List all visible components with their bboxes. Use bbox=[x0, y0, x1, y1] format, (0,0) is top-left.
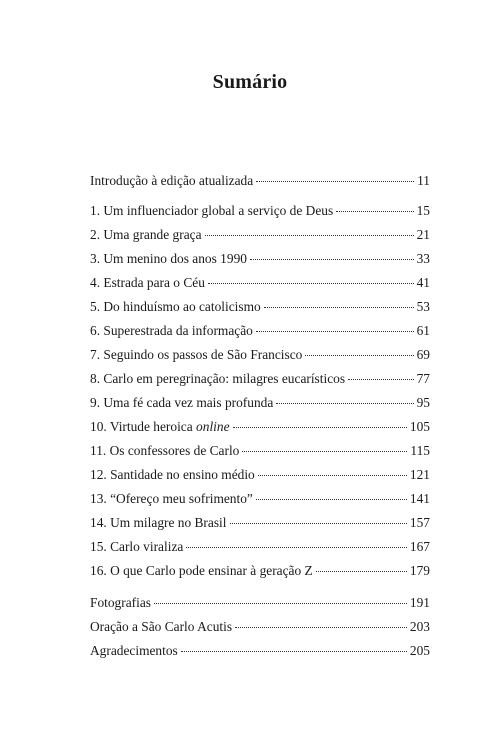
toc-entry-title: 2. Uma grande graça bbox=[90, 227, 202, 242]
toc-entry-title: 16. O que Carlo pode ensinar à geração Z bbox=[90, 563, 313, 578]
toc-entry bbox=[90, 393, 430, 413]
toc-entry bbox=[90, 249, 430, 269]
dot-leader bbox=[258, 474, 407, 476]
dot-leader bbox=[316, 570, 407, 572]
toc-entry bbox=[90, 617, 430, 637]
dot-leader bbox=[186, 546, 407, 548]
toc-entry-title: 13. “Ofereço meu sofrimento” bbox=[90, 491, 253, 506]
toc-entry-page: 69 bbox=[416, 347, 430, 362]
toc-entry bbox=[90, 561, 430, 581]
dot-leader bbox=[264, 306, 414, 308]
toc-entry-page: 15 bbox=[416, 203, 430, 218]
toc-entry-page: 61 bbox=[416, 323, 430, 338]
toc-entry-title: 5. Do hinduísmo ao catolicismo bbox=[90, 299, 261, 314]
toc-entry bbox=[90, 369, 430, 389]
toc-entry bbox=[90, 465, 430, 485]
dot-leader bbox=[256, 330, 414, 332]
toc-entry-page: 203 bbox=[409, 619, 430, 634]
dot-leader bbox=[336, 210, 413, 212]
dot-leader bbox=[154, 602, 407, 604]
toc-entry-page: 95 bbox=[416, 395, 430, 410]
dot-leader bbox=[242, 450, 407, 452]
toc-entry-title: 10. Virtude heroica online bbox=[90, 419, 230, 434]
toc-entry-title: 12. Santidade no ensino médio bbox=[90, 467, 255, 482]
toc-entry-page: 77 bbox=[416, 371, 430, 386]
toc-entry-page: 205 bbox=[409, 643, 430, 658]
toc-entry-title: 7. Seguindo os passos de São Francisco bbox=[90, 347, 303, 362]
toc-entry-page: 33 bbox=[416, 251, 430, 266]
toc-entry bbox=[90, 273, 430, 293]
dot-leader bbox=[250, 258, 414, 260]
toc-entry-title: 4. Estrada para o Céu bbox=[90, 275, 205, 290]
toc-entry-title: 11. Os confessores de Carlo bbox=[90, 443, 240, 458]
toc-entry bbox=[90, 441, 430, 461]
toc-entry-page: 179 bbox=[409, 563, 430, 578]
toc-entry-page: 167 bbox=[409, 539, 430, 554]
toc-entry-title: Fotografias bbox=[90, 595, 151, 610]
toc-entry bbox=[90, 321, 430, 341]
dot-leader bbox=[233, 426, 407, 428]
toc-entry bbox=[90, 201, 430, 221]
dot-leader bbox=[208, 282, 414, 284]
toc-entry bbox=[90, 537, 430, 557]
toc-entry-page: 115 bbox=[410, 443, 430, 458]
toc-entry-page: 141 bbox=[409, 491, 430, 506]
dot-leader bbox=[205, 234, 414, 236]
toc-entry-title: 1. Um influenciador global a serviço de Deus bbox=[90, 203, 334, 218]
toc-entry-page: 41 bbox=[416, 275, 430, 290]
toc-entry-title: 15. Carlo viraliza bbox=[90, 539, 184, 554]
toc-entry-title: Agradecimentos bbox=[90, 643, 178, 658]
toc-entry-page: 21 bbox=[416, 227, 430, 242]
toc-entry-page: 53 bbox=[416, 299, 430, 314]
toc-entry-title: 6. Superestrada da informação bbox=[90, 323, 253, 338]
toc-entry bbox=[90, 513, 430, 533]
toc-entry bbox=[90, 641, 430, 661]
dot-leader bbox=[235, 626, 407, 628]
toc-entry bbox=[90, 171, 430, 191]
toc-entry-page: 121 bbox=[409, 467, 430, 482]
toc-entry-title: 14. Um milagre no Brasil bbox=[90, 515, 227, 530]
toc-entry-page: 191 bbox=[409, 595, 430, 610]
toc-entry bbox=[90, 225, 430, 245]
dot-leader bbox=[276, 402, 413, 404]
toc-entry-page: 11 bbox=[417, 173, 430, 188]
dot-leader bbox=[256, 180, 414, 182]
toc-entry bbox=[90, 297, 430, 317]
toc-entry-page: 157 bbox=[409, 515, 430, 530]
toc-entry bbox=[90, 417, 430, 437]
toc-entry-page: 105 bbox=[409, 419, 430, 434]
toc-entry-title: 3. Um menino dos anos 1990 bbox=[90, 251, 247, 266]
dot-leader bbox=[181, 650, 407, 652]
toc-entry-title: 8. Carlo em peregrinação: milagres eucarísticos bbox=[90, 371, 346, 386]
page-title: Sumário bbox=[212, 71, 288, 93]
toc-entry bbox=[90, 345, 430, 365]
toc-entry-title: 9. Uma fé cada vez mais profunda bbox=[90, 395, 274, 410]
dot-leader bbox=[305, 354, 413, 356]
toc-entry bbox=[90, 593, 430, 613]
dot-leader bbox=[230, 522, 407, 524]
dot-leader bbox=[256, 498, 407, 500]
toc-entry bbox=[90, 489, 430, 509]
toc-entry-title: Oração a São Carlo Acutis bbox=[90, 619, 233, 634]
dot-leader bbox=[348, 378, 414, 380]
toc-entry-title: Introdução à edição atualizada bbox=[90, 173, 254, 188]
